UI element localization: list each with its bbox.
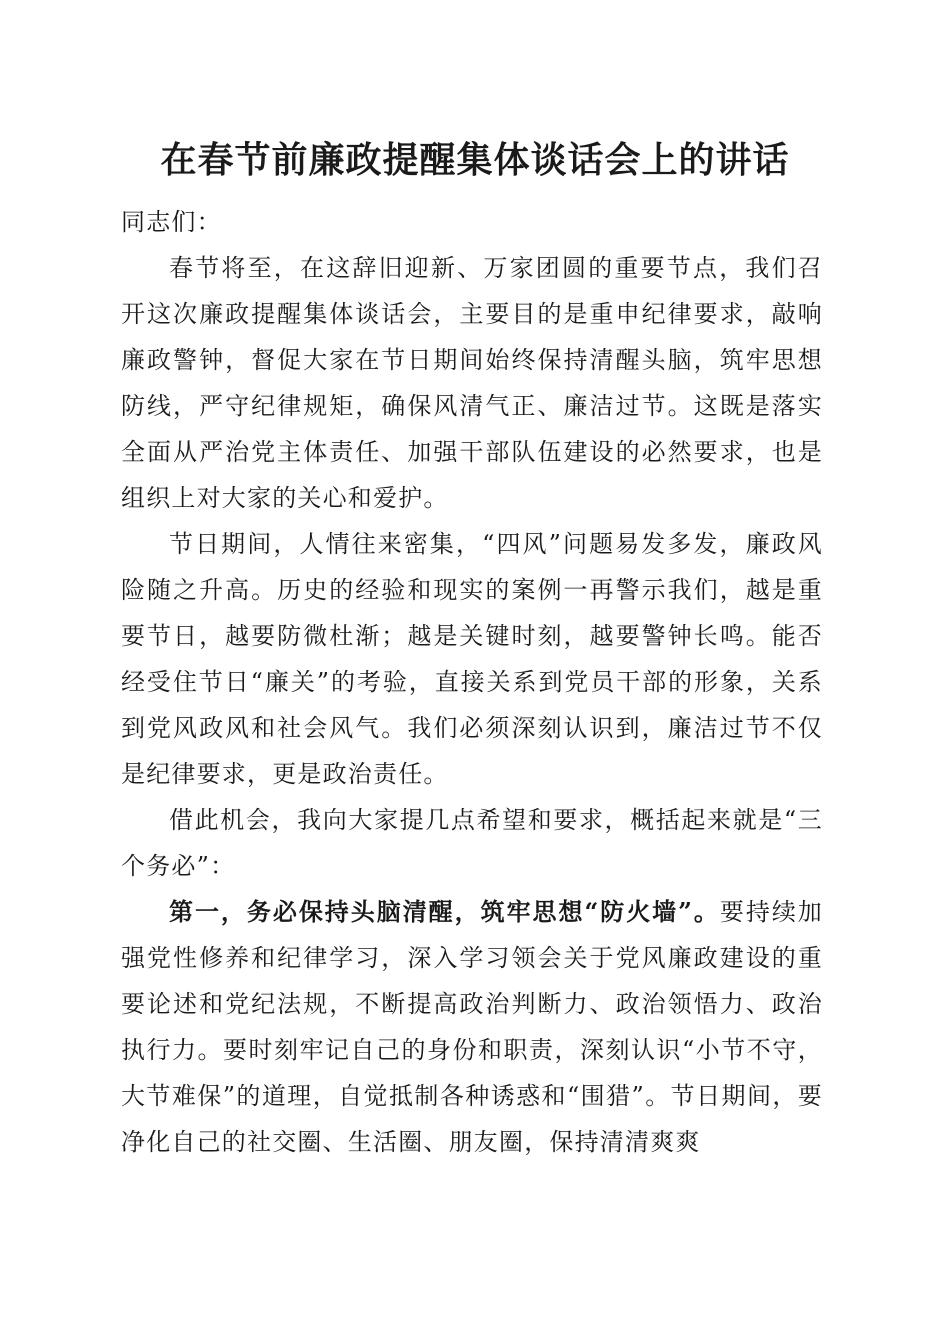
paragraph-opening: 春节将至，在这辞旧迎新、万家团圆的重要节点，我们召开这次廉政提醒集体谈话会，主要目的是重申纪律要求，敲响廉政警钟，督促大家在节日期间始终保持清醒头脑，筑牢思想防线，严守纪律规矩，确保风清气正、廉洁过节。这既是落实全面从严治党主体责任、加强干部队伍建设的必然要求，也是组织上对大家的关心和爱护。	[121, 254, 823, 512]
point-one-heading: 第一，务必保持头脑清醒，筑牢思想“防火墙”。	[169, 897, 720, 926]
paragraph-requirements-intro: 借此机会，我向大家提几点希望和要求，概括起来就是“三个务必”：	[121, 806, 823, 880]
page-title: 在春节前廉政提醒集体谈话会上的讲话	[160, 139, 790, 181]
point-one-text: 要持续加强党性修养和纪律学习，深入学习领会关于党风廉政建设的重要论述和党纪法规，不断提高政治判断力、政治领悟力、政治执行力。要时刻牢记自己的身份和职责，深刻认识“小节不守，大节难保”的道理，自觉抵制各种诱惑和“围猎”。节日期间，要净化自己的社交圈、生活圈、朋友圈，保持清清爽爽	[121, 898, 823, 1156]
paragraph-point-one	[121, 889, 823, 1165]
speech-body	[121, 199, 823, 1165]
paragraph-risks: 节日期间，人情往来密集，“四风”问题易发多发，廉政风险随之升高。历史的经验和现实的案例一再警示我们，越是重要节日，越要防微杜渐；越是关键时刻，越要警钟长鸣。能否经受住节日“廉关”的考验，直接关系到党员干部的形象，关系到党风政风和社会风气。我们必须深刻认识到，廉洁过节不仅是纪律要求，更是政治责任。	[121, 530, 823, 788]
salutation: 同志们：	[121, 208, 222, 236]
